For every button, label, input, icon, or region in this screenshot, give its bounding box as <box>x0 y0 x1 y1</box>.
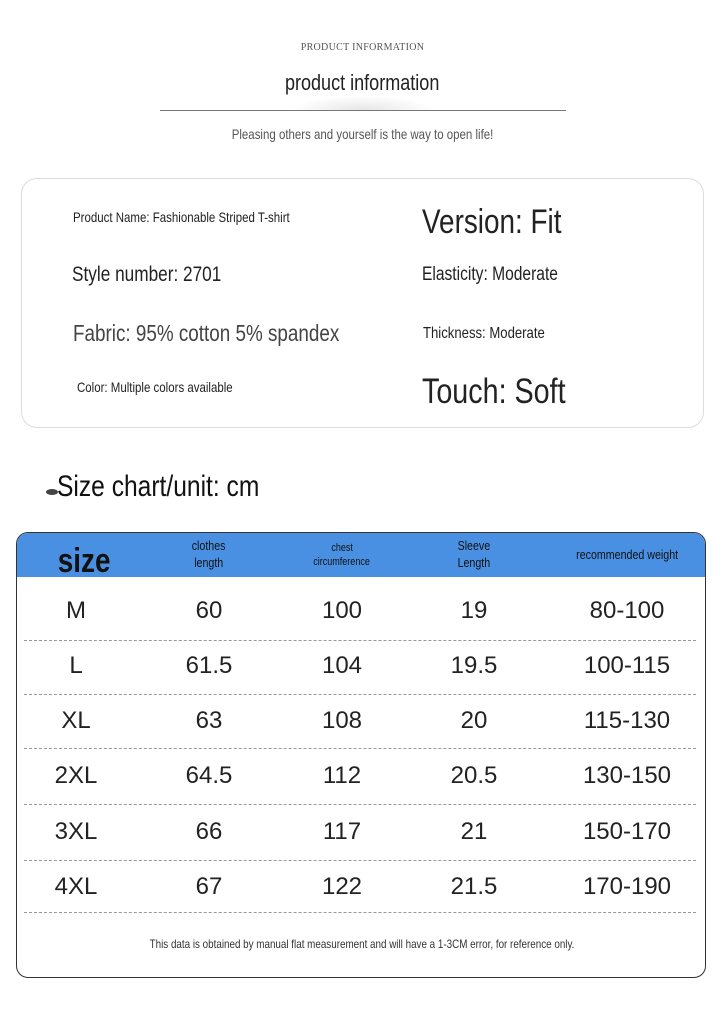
col-header-clothes-length-line2: length <box>194 555 224 570</box>
style-number <box>72 263 254 287</box>
col-header-weight-text: recommended weight <box>576 546 678 562</box>
col-header-clothes-length-line1: clothes <box>192 538 226 554</box>
cell-sleeve: 20.5 <box>450 761 498 789</box>
table-row <box>17 638 706 693</box>
page-subtitle-text: Pleasing others and yourself is the way to open life! <box>231 126 494 142</box>
elasticity-text: Elasticity: Moderate <box>422 264 558 285</box>
cell-clothes-length: 63 <box>195 706 223 734</box>
table-footnote-text: This data is obtained by manual flat measurement and will have a 1-3CM error, for reference only. <box>149 937 575 951</box>
cell-size: XL <box>61 706 91 734</box>
col-header-chest-line1: chest <box>331 541 353 554</box>
cell-weight: 130-150 <box>582 761 672 789</box>
product-name-text: Product Name: Fashionable Striped T-shirt <box>73 209 290 225</box>
cell-weight: 80-100 <box>589 596 665 624</box>
cell-weight: 100-115 <box>583 651 671 679</box>
table-footnote <box>17 937 706 951</box>
col-header-weight <box>547 533 706 577</box>
elasticity <box>422 264 588 286</box>
cell-clothes-length: 67 <box>195 872 223 900</box>
cell-chest: 112 <box>322 761 362 789</box>
cell-clothes-length: 64.5 <box>185 761 233 789</box>
cell-chest: 117 <box>322 817 362 845</box>
thickness-text: Thickness: Moderate <box>423 325 545 342</box>
cell-clothes-length: 60 <box>195 596 223 624</box>
cell-size: 2XL <box>54 761 98 789</box>
touch <box>422 372 597 412</box>
col-header-size-text: size <box>57 541 111 580</box>
cell-clothes-length: 61.5 <box>185 651 233 679</box>
size-chart-heading-text: Size chart/unit: cm <box>57 470 260 503</box>
cell-chest: 100 <box>321 596 363 624</box>
size-table <box>16 532 706 978</box>
cell-size: M <box>66 596 86 624</box>
cell-chest: 108 <box>321 706 363 734</box>
cell-chest: 122 <box>321 872 363 900</box>
table-row <box>17 804 706 859</box>
fabric-text: Fabric: 95% cotton 5% spandex <box>73 320 340 346</box>
table-row <box>17 693 706 748</box>
version <box>422 203 592 242</box>
cell-chest: 104 <box>321 651 363 679</box>
cell-weight: 115-130 <box>583 706 671 734</box>
table-row <box>17 748 706 803</box>
cell-sleeve: 21 <box>460 817 488 845</box>
size-chart-heading <box>57 470 304 504</box>
color-text: Color: Multiple colors available <box>77 379 233 395</box>
table-row <box>17 859 706 914</box>
version-text: Version: Fit <box>422 203 562 241</box>
col-header-chest-line2: circumference <box>313 556 371 568</box>
cell-size: L <box>69 651 83 679</box>
table-header <box>17 533 706 580</box>
cell-weight: 150-170 <box>582 817 672 845</box>
fabric <box>73 320 398 347</box>
col-header-clothes-length <box>149 533 269 577</box>
cell-sleeve: 19 <box>460 596 488 624</box>
col-header-sleeve <box>414 533 534 577</box>
table-row <box>17 583 706 638</box>
cell-size: 4XL <box>54 872 98 900</box>
style-number-text: Style number: 2701 <box>72 263 222 286</box>
product-name <box>73 209 337 225</box>
page-title <box>0 70 725 96</box>
cell-clothes-length: 66 <box>195 817 223 845</box>
page-title-text: product information <box>285 70 440 95</box>
color <box>77 379 267 395</box>
col-header-sleeve-line2: Length <box>457 555 491 570</box>
cell-sleeve: 19.5 <box>450 651 498 679</box>
title-underline-shadow <box>290 96 435 110</box>
touch-text: Touch: Soft <box>422 372 566 411</box>
thickness <box>423 325 572 343</box>
cell-weight: 170-190 <box>582 872 672 900</box>
title-divider <box>160 110 566 111</box>
header-small-title: PRODUCT INFORMATION <box>300 42 425 53</box>
col-header-chest <box>282 533 402 577</box>
cell-sleeve: 20 <box>460 706 488 734</box>
row-divider <box>24 912 696 913</box>
cell-sleeve: 21.5 <box>450 872 498 900</box>
col-header-sleeve-line1: Sleeve <box>457 538 491 554</box>
page-subtitle <box>0 126 725 142</box>
cell-size: 3XL <box>54 817 98 845</box>
col-header-size <box>29 539 139 583</box>
